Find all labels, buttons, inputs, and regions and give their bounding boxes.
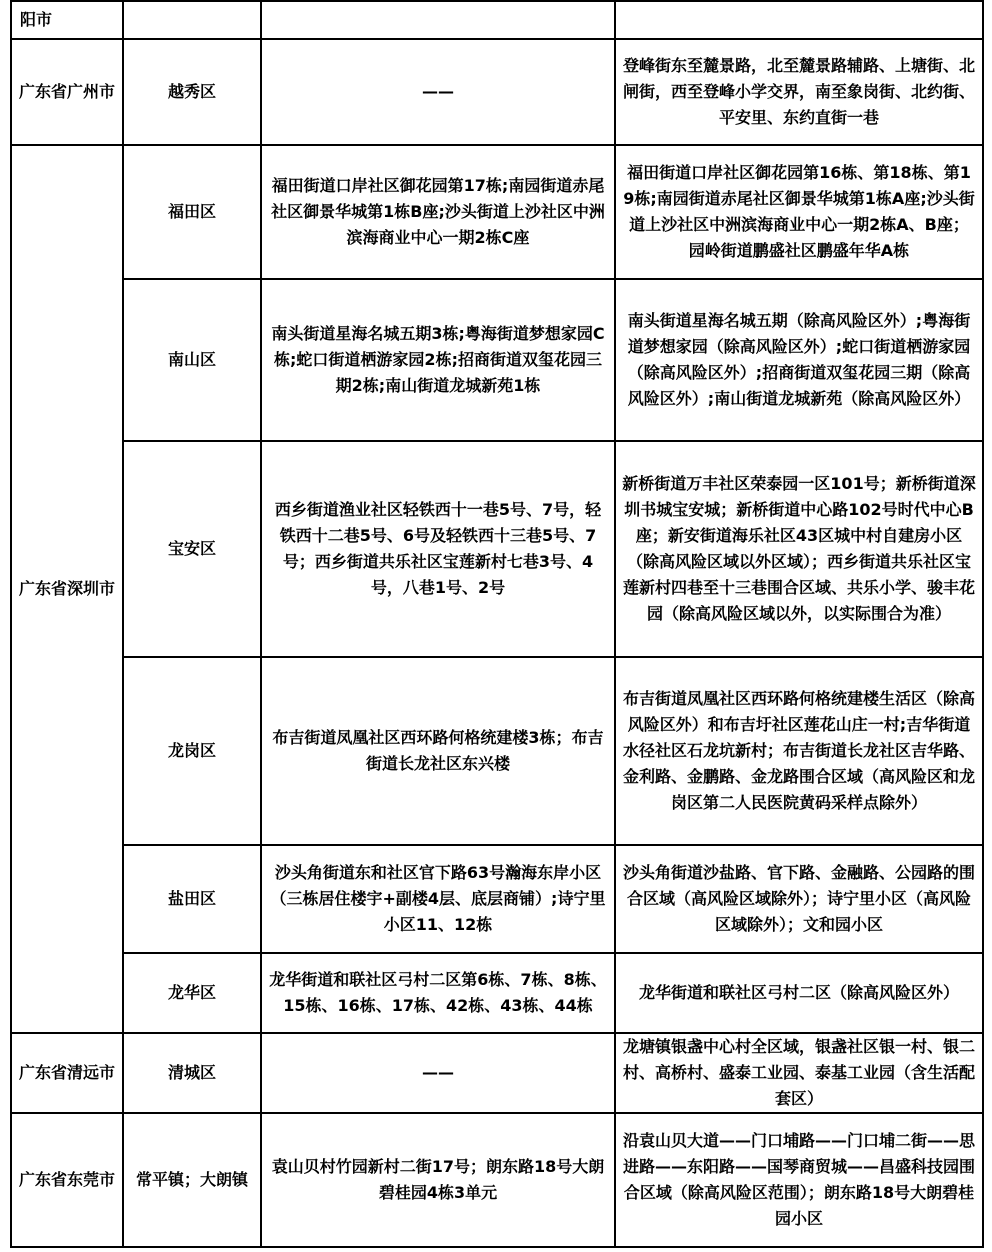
table-row (11, 1033, 983, 1113)
high-risk-cell: 龙华街道和联社区弓村二区第6栋、7栋、8栋、15栋、16栋、17栋、42栋、43栋、44栋 (261, 953, 615, 1033)
district-cell (123, 1, 261, 39)
high-risk-cell (261, 1, 615, 39)
district-cell: 龙岗区 (123, 657, 261, 845)
table-row (11, 1, 983, 39)
district-cell: 龙华区 (123, 953, 261, 1033)
mid-risk-cell: 龙塘镇银盏中心村全区域，银盏社区银一村、银二村、高桥村、盛泰工业园、泰基工业园（含生活配套区） (615, 1033, 983, 1113)
table-row (11, 657, 983, 845)
province-cell: 广东省清远市 (11, 1033, 123, 1113)
high-risk-cell: —— (261, 39, 615, 145)
table-row (11, 39, 983, 145)
mid-risk-cell: 登峰街东至麓景路，北至麓景路辅路、上塘街、北闸街，西至登峰小学交界，南至象岗街、北约街、平安里、东约直街一巷 (615, 39, 983, 145)
table-row (11, 1113, 983, 1247)
district-cell: 盐田区 (123, 845, 261, 953)
district-cell: 福田区 (123, 145, 261, 279)
district-cell: 宝安区 (123, 441, 261, 657)
district-cell: 常平镇；大朗镇 (123, 1113, 261, 1247)
table-row (11, 845, 983, 953)
high-risk-cell: 沙头角街道东和社区官下路63号瀚海东岸小区（三栋居住楼宇+副楼4层、底层商铺）;诗宁里小区11、12栋 (261, 845, 615, 953)
mid-risk-cell (615, 1, 983, 39)
table-row (11, 145, 983, 279)
mid-risk-cell: 福田街道口岸社区御花园第16栋、第18栋、第19栋;南园街道赤尾社区御景华城第1栋A座;沙头街道上沙社区中洲滨海商业中心一期2栋A、B座；园岭街道鹏盛社区鹏盛年华A栋 (615, 145, 983, 279)
province-cell: 广东省深圳市 (11, 145, 123, 1033)
high-risk-cell: 布吉街道凤凰社区西环路何格统建楼3栋；布吉街道长龙社区东兴楼 (261, 657, 615, 845)
district-cell: 越秀区 (123, 39, 261, 145)
mid-risk-cell: 南头街道星海名城五期（除高风险区外）;粤海街道梦想家园（除高风险区外）;蛇口街道栖游家园（除高风险区外）;招商街道双玺花园三期（除高风险区外）;南山街道龙城新苑（除高风险区外） (615, 279, 983, 441)
table-row (11, 441, 983, 657)
district-cell: 清城区 (123, 1033, 261, 1113)
mid-risk-cell: 新桥街道万丰社区荣泰园一区101号；新桥街道深圳书城宝安城；新桥街道中心路102号时代中心B座；新安街道海乐社区43区城中村自建房小区（除高风险区域以外区域）；西乡街道共乐社区宝莲新村四巷至十三巷围合区域、共乐小学、骏丰花园（除高风险区域以外，以实际围合为准） (615, 441, 983, 657)
mid-risk-cell: 龙华街道和联社区弓村二区（除高风险区外） (615, 953, 983, 1033)
table-row (11, 953, 983, 1033)
district-cell: 南山区 (123, 279, 261, 441)
province-cell: 广东省广州市 (11, 39, 123, 145)
high-risk-cell: 西乡街道渔业社区轻铁西十一巷5号、7号，轻铁西十二巷5号、6号及轻铁西十三巷5号、7号；西乡街道共乐社区宝莲新村七巷3号、4号，八巷1号、2号 (261, 441, 615, 657)
province-cell: 广东省东莞市 (11, 1113, 123, 1247)
high-risk-cell: 福田街道口岸社区御花园第17栋;南园街道赤尾社区御景华城第1栋B座;沙头街道上沙社区中洲滨海商业中心一期2栋C座 (261, 145, 615, 279)
mid-risk-cell: 布吉街道凤凰社区西环路何格统建楼生活区（除高风险区外）和布吉圩社区莲花山庄一村;吉华街道水径社区石龙坑新村；布吉街道长龙社区吉华路、金利路、金鹏路、金龙路围合区域（高风险区和龙岗区第二人民医院黄码采样点除外） (615, 657, 983, 845)
high-risk-cell: 南头街道星海名城五期3栋;粤海街道梦想家园C栋;蛇口街道栖游家园2栋;招商街道双玺花园三期2栋;南山街道龙城新苑1栋 (261, 279, 615, 441)
risk-area-table (10, 0, 984, 1248)
province-cell: 阳市 (11, 1, 123, 39)
high-risk-cell: —— (261, 1033, 615, 1113)
mid-risk-cell: 沙头角街道沙盐路、官下路、金融路、公园路的围合区域（高风险区域除外）；诗宁里小区（高风险区域除外）；文和园小区 (615, 845, 983, 953)
mid-risk-cell: 沿袁山贝大道——门口埔路——门口埔二街——思进路——东阳路——国琴商贸城——昌盛科技园围合区域（除高风险区范围）；朗东路18号大朗碧桂园小区 (615, 1113, 983, 1247)
table-row (11, 279, 983, 441)
high-risk-cell: 袁山贝村竹园新村二街17号；朗东路18号大朗碧桂园4栋3单元 (261, 1113, 615, 1247)
